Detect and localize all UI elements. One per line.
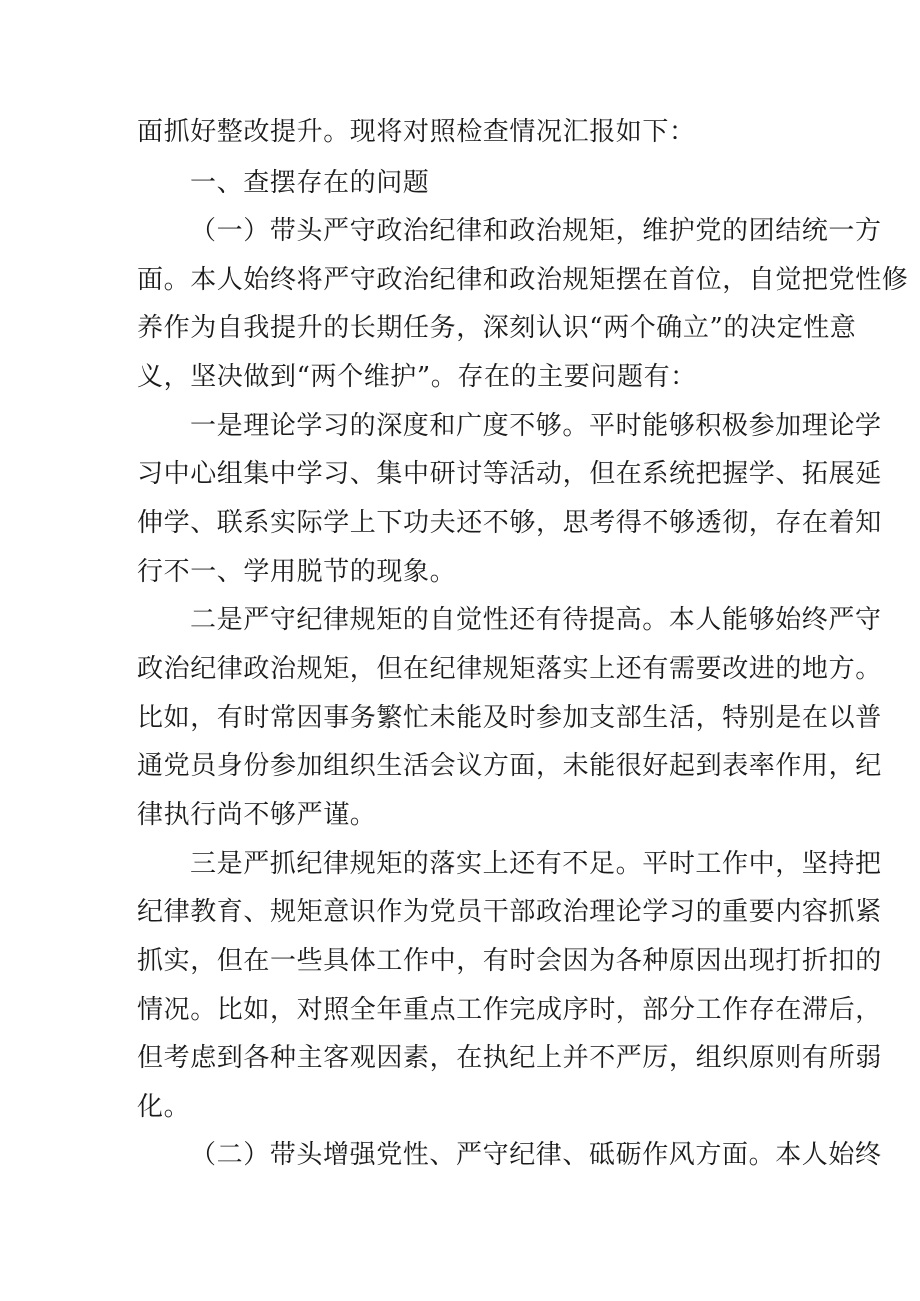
paragraph-line: 比如，有时常因事务繁忙未能及时参加支部生活，特别是在以普 [137, 703, 882, 733]
paragraph-line: 义，坚决做到“两个维护”。存在的主要问题有： [137, 362, 697, 392]
section-heading-problems: 一、查摆存在的问题 [190, 168, 430, 198]
paragraph-line: 但考虑到各种主客观因素，在执纪上并不严厉，组织原则有所弱 [137, 1043, 882, 1073]
paragraph-line: 律执行尚不够严谨。 [137, 800, 377, 830]
paragraph-line: 化。 [137, 1092, 191, 1122]
subsection-heading-1: （一）带头严守政治纪律和政治规矩，维护党的团结统一方 [190, 216, 882, 246]
paragraph-line: 通党员身份参加组织生活会议方面，未能很好起到表率作用，纪 [137, 751, 882, 781]
paragraph-line: 二是严守纪律规矩的自觉性还有待提高。本人能够始终严守 [190, 605, 882, 635]
subsection-heading-2: （二）带头增强党性、严守纪律、砥砺作风方面。本人始终 [190, 1140, 882, 1170]
paragraph-line: 抓实，但在一些具体工作中，有时会因为各种原因出现打折扣的 [137, 946, 882, 976]
paragraph-line: 纪律教育、规矩意识作为党员干部政治理论学习的重要内容抓紧 [137, 897, 882, 927]
paragraph-line: 政治纪律政治规矩，但在纪律规矩落实上还有需要改进的地方。 [137, 654, 882, 684]
paragraph-line: 情况。比如，对照全年重点工作完成序时，部分工作存在滞后， [137, 995, 882, 1025]
paragraph-line: 行不一、学用脱节的现象。 [137, 557, 457, 587]
text-line-continuation: 面抓好整改提升。现将对照检查情况汇报如下： [137, 117, 696, 147]
paragraph-line: 习中心组集中学习、集中研讨等活动，但在系统把握学、拓展延 [137, 459, 882, 489]
paragraph-line: 伸学、联系实际学上下功夫还不够，思考得不够透彻，存在着知 [137, 508, 882, 538]
paragraph-line: 养作为自我提升的长期任务，深刻认识“两个确立”的决定性意 [137, 313, 857, 343]
paragraph-line: 三是严抓纪律规矩的落实上还有不足。平时工作中，坚持把 [190, 849, 882, 879]
paragraph-line: 一是理论学习的深度和广度不够。平时能够积极参加理论学 [190, 411, 882, 441]
paragraph-line: 面。本人始终将严守政治纪律和政治规矩摆在首位，自觉把党性修 [137, 265, 909, 295]
